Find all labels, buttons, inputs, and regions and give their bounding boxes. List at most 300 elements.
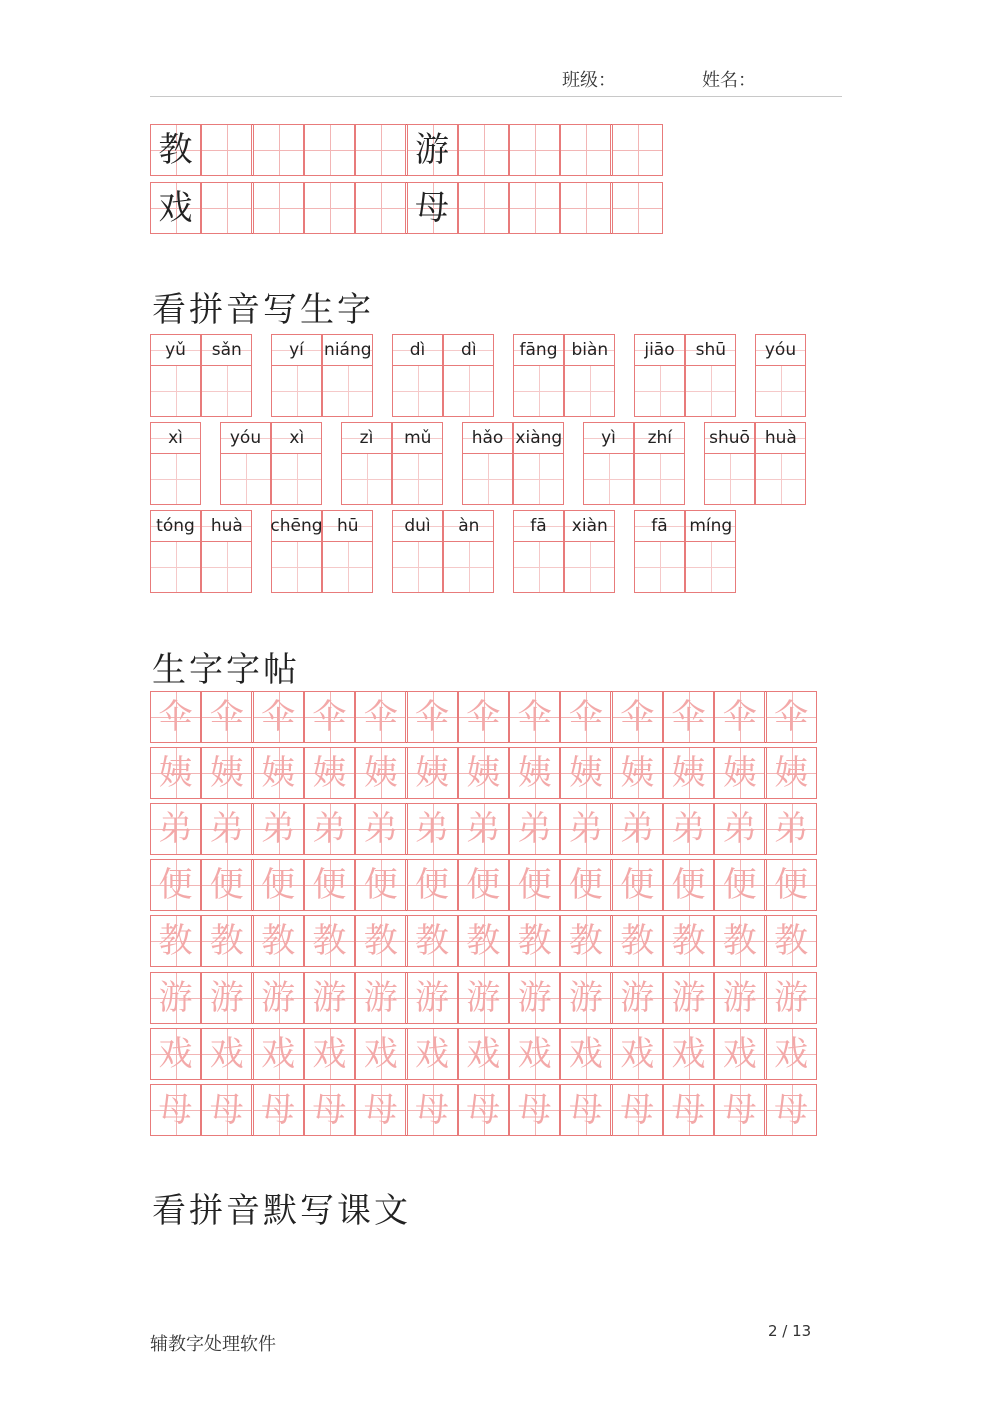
trace-character: 教 (261, 921, 296, 962)
copybook-cell (201, 691, 252, 743)
review-cell (560, 182, 611, 234)
trace-character: 母 (261, 1089, 296, 1130)
copybook-cell (304, 747, 355, 799)
writing-cell[interactable] (220, 453, 271, 505)
copybook-cell (355, 747, 406, 799)
copybook-cell (509, 915, 560, 967)
copybook-cell (355, 972, 406, 1024)
copybook-cell (560, 1084, 611, 1136)
pinyin-label: duì (392, 510, 443, 541)
copybook-cell (714, 691, 765, 743)
writing-cell[interactable] (392, 365, 443, 417)
trace-character: 弟 (517, 809, 552, 850)
review-cell (407, 182, 458, 234)
copybook-cell (509, 859, 560, 911)
copybook-cell (663, 1028, 714, 1080)
review-cell (509, 182, 560, 234)
pinyin-label: dì (392, 334, 443, 365)
copybook-cell (253, 859, 304, 911)
writing-cell[interactable] (271, 365, 322, 417)
trace-character: 伞 (415, 697, 449, 737)
trace-character: 弟 (363, 809, 398, 850)
pinyin-label: sǎn (201, 334, 252, 365)
trace-character: 戏 (209, 1033, 244, 1074)
copybook-cell (150, 747, 201, 799)
copybook-cell (150, 1084, 201, 1136)
writing-cell[interactable] (755, 453, 806, 505)
trace-character: 姨 (620, 753, 655, 794)
trace-character: 戏 (466, 1033, 501, 1074)
copybook-cell (458, 972, 509, 1024)
trace-character: 姨 (209, 753, 244, 794)
copybook-cell (407, 691, 458, 743)
copybook-cell (560, 747, 611, 799)
trace-character: 伞 (568, 697, 603, 737)
copybook-cell (663, 1084, 714, 1136)
copybook-cell (253, 691, 304, 743)
copybook-cell (304, 1084, 355, 1136)
trace-character: 母 (620, 1089, 655, 1130)
copybook-cell (355, 1084, 406, 1136)
review-character: 母 (415, 188, 449, 228)
trace-character: 教 (363, 921, 398, 962)
copybook-cell (612, 859, 663, 911)
trace-character: 姨 (517, 753, 552, 794)
review-cell (458, 124, 509, 176)
trace-character: 戏 (363, 1033, 398, 1074)
copybook-cell (663, 747, 714, 799)
trace-character: 伞 (774, 697, 809, 737)
trace-character: 教 (722, 921, 757, 962)
review-cell (253, 182, 304, 234)
writing-cell[interactable] (685, 365, 736, 417)
copybook-cell (509, 1084, 560, 1136)
trace-character: 游 (671, 977, 706, 1018)
copybook-cell (253, 1028, 304, 1080)
pinyin-label: huà (201, 510, 252, 541)
pinyin-label: xì (271, 422, 322, 453)
review-character: 戏 (158, 188, 193, 228)
trace-character: 便 (415, 865, 449, 906)
trace-character: 游 (774, 977, 809, 1018)
trace-character: 教 (620, 921, 655, 962)
writing-cell[interactable] (443, 541, 494, 593)
pinyin-label: yóu (755, 334, 806, 365)
copybook-cell (612, 1028, 663, 1080)
trace-character: 便 (158, 865, 193, 906)
trace-character: 游 (722, 977, 757, 1018)
trace-character: 姨 (671, 753, 706, 794)
trace-character: 便 (620, 865, 655, 906)
pinyin-label: jiāo (634, 334, 685, 365)
copybook-cell (560, 803, 611, 855)
trace-character: 游 (209, 977, 244, 1018)
trace-character: 游 (363, 977, 398, 1018)
copybook-cell (407, 915, 458, 967)
trace-character: 便 (722, 865, 757, 906)
pinyin-label: shū (685, 334, 736, 365)
trace-character: 教 (312, 921, 347, 962)
pinyin-label: huà (755, 422, 806, 453)
copybook-cell (253, 915, 304, 967)
trace-character: 弟 (774, 809, 809, 850)
pinyin-label: hū (322, 510, 373, 541)
review-cell (407, 124, 458, 176)
pinyin-label: mǔ (392, 422, 443, 453)
trace-character: 母 (722, 1089, 757, 1130)
trace-character: 姨 (363, 753, 398, 794)
trace-character: 教 (517, 921, 552, 962)
copybook-cell (714, 972, 765, 1024)
copybook-cell (201, 1084, 252, 1136)
writing-cell[interactable] (392, 453, 443, 505)
pinyin-label: yǔ (150, 334, 201, 365)
review-cell (201, 182, 252, 234)
copybook-cell (458, 691, 509, 743)
name-label: 姓名： (702, 70, 756, 91)
review-cell (304, 182, 355, 234)
copybook-cell (201, 915, 252, 967)
trace-character: 母 (568, 1089, 603, 1130)
writing-cell[interactable] (392, 541, 443, 593)
copybook-cell (509, 691, 560, 743)
pinyin-label: biàn (564, 334, 615, 365)
review-cell (304, 124, 355, 176)
copybook-cell (612, 691, 663, 743)
writing-cell[interactable] (755, 365, 806, 417)
copybook-cell (766, 859, 817, 911)
trace-character: 游 (261, 977, 296, 1018)
copybook-cell (766, 747, 817, 799)
copybook-cell (509, 747, 560, 799)
trace-character: 母 (363, 1089, 398, 1130)
writing-cell[interactable] (564, 365, 615, 417)
trace-character: 姨 (261, 753, 296, 794)
pinyin-label: yí (271, 334, 322, 365)
trace-character: 姨 (312, 753, 347, 794)
copybook-cell (612, 803, 663, 855)
copybook-cell (663, 691, 714, 743)
trace-character: 弟 (671, 809, 706, 850)
trace-character: 姨 (722, 753, 757, 794)
copybook-cell (150, 803, 201, 855)
writing-cell[interactable] (443, 365, 494, 417)
copybook-cell (201, 803, 252, 855)
writing-cell[interactable] (513, 541, 564, 593)
copybook-cell (766, 691, 817, 743)
pinyin-label: yì (583, 422, 634, 453)
copybook-cell (407, 972, 458, 1024)
review-cell (612, 182, 663, 234)
copybook-cell (509, 972, 560, 1024)
writing-cell[interactable] (513, 453, 564, 505)
trace-character: 教 (568, 921, 603, 962)
trace-character: 便 (261, 865, 296, 906)
copybook-cell (355, 1028, 406, 1080)
copybook-cell (304, 691, 355, 743)
trace-character: 戏 (261, 1033, 296, 1074)
copybook-cell (355, 859, 406, 911)
copybook-cell (253, 803, 304, 855)
trace-character: 便 (466, 865, 501, 906)
writing-cell[interactable] (564, 541, 615, 593)
trace-character: 姨 (568, 753, 603, 794)
writing-cell[interactable] (150, 365, 201, 417)
trace-character: 便 (363, 865, 398, 906)
trace-character: 戏 (620, 1033, 655, 1074)
trace-character: 伞 (620, 697, 655, 737)
trace-character: 姨 (158, 753, 193, 794)
trace-character: 弟 (261, 809, 296, 850)
trace-character: 姨 (466, 753, 501, 794)
copybook-cell (201, 1028, 252, 1080)
trace-character: 教 (774, 921, 809, 962)
copybook-cell (766, 1084, 817, 1136)
writing-cell[interactable] (201, 365, 252, 417)
trace-character: 便 (312, 865, 347, 906)
copybook-cell (766, 803, 817, 855)
copybook-cell (304, 915, 355, 967)
writing-cell[interactable] (271, 541, 322, 593)
trace-character: 伞 (517, 697, 552, 737)
trace-character: 游 (415, 977, 449, 1018)
trace-character: 便 (671, 865, 706, 906)
trace-character: 弟 (466, 809, 501, 850)
copybook-cell (304, 803, 355, 855)
trace-character: 教 (671, 921, 706, 962)
copybook-cell (304, 1028, 355, 1080)
copybook-cell (458, 915, 509, 967)
trace-character: 游 (466, 977, 501, 1018)
copybook-cell (560, 1028, 611, 1080)
class-label: 班级： (562, 70, 616, 91)
writing-cell[interactable] (634, 365, 685, 417)
trace-character: 弟 (158, 809, 193, 850)
trace-character: 戏 (415, 1033, 449, 1074)
copybook-cell (150, 691, 201, 743)
copybook-cell (766, 1028, 817, 1080)
trace-character: 便 (568, 865, 603, 906)
review-cell (253, 124, 304, 176)
copybook-cell (407, 1028, 458, 1080)
writing-cell[interactable] (201, 541, 252, 593)
pinyin-label: xiàng (513, 422, 564, 453)
copybook-cell (355, 803, 406, 855)
writing-cell[interactable] (513, 365, 564, 417)
copybook-cell (407, 747, 458, 799)
copybook-cell (663, 972, 714, 1024)
writing-cell[interactable] (150, 541, 201, 593)
copybook-cell (355, 691, 406, 743)
copybook-cell (509, 1028, 560, 1080)
trace-character: 弟 (620, 809, 655, 850)
copybook-cell (663, 915, 714, 967)
copybook-cell (714, 1028, 765, 1080)
trace-character: 教 (158, 921, 193, 962)
pinyin-label: míng (685, 510, 736, 541)
copybook-cell (714, 915, 765, 967)
trace-character: 教 (466, 921, 501, 962)
pinyin-label: zì (341, 422, 392, 453)
copybook-cell (766, 915, 817, 967)
pinyin-label: xiàn (564, 510, 615, 541)
writing-cell[interactable] (150, 453, 201, 505)
trace-character: 姨 (415, 753, 449, 794)
pinyin-label: àn (443, 510, 494, 541)
pinyin-label: chēng (271, 510, 322, 541)
copybook-cell (407, 803, 458, 855)
copybook-cell (458, 803, 509, 855)
copybook-cell (150, 915, 201, 967)
pinyin-label: xì (150, 422, 201, 453)
trace-character: 游 (517, 977, 552, 1018)
header-divider (150, 96, 842, 97)
writing-cell[interactable] (271, 453, 322, 505)
trace-character: 弟 (209, 809, 244, 850)
review-cell (560, 124, 611, 176)
copybook-cell (560, 915, 611, 967)
copybook-cell (458, 1028, 509, 1080)
pinyin-label: fā (634, 510, 685, 541)
trace-character: 戏 (568, 1033, 603, 1074)
copybook-cell (458, 1084, 509, 1136)
writing-cell[interactable] (322, 541, 373, 593)
copybook-cell (458, 747, 509, 799)
copybook-cell (150, 1028, 201, 1080)
review-cell (458, 182, 509, 234)
writing-cell[interactable] (634, 453, 685, 505)
trace-character: 伞 (722, 697, 757, 737)
trace-character: 母 (209, 1089, 244, 1130)
dictation-section-title: 看拼音默写课文 (152, 1191, 411, 1231)
trace-character: 伞 (363, 697, 398, 737)
copybook-cell (150, 859, 201, 911)
pinyin-label: fāng (513, 334, 564, 365)
writing-cell[interactable] (704, 453, 755, 505)
copybook-cell (612, 915, 663, 967)
copybook-cell (304, 859, 355, 911)
copybook-cell (150, 972, 201, 1024)
copybook-cell (253, 747, 304, 799)
trace-character: 母 (312, 1089, 347, 1130)
trace-character: 母 (517, 1089, 552, 1130)
trace-character: 戏 (517, 1033, 552, 1074)
trace-character: 教 (415, 921, 449, 962)
pinyin-label: niáng (322, 334, 373, 365)
pinyin-label: yóu (220, 422, 271, 453)
copybook-cell (612, 747, 663, 799)
trace-character: 伞 (261, 697, 296, 737)
review-cell (150, 182, 201, 234)
trace-character: 便 (517, 865, 552, 906)
copybook-cell (714, 803, 765, 855)
copybook-cell (253, 1084, 304, 1136)
trace-character: 便 (774, 865, 809, 906)
trace-character: 游 (158, 977, 193, 1018)
pinyin-label: zhí (634, 422, 685, 453)
pinyin-label: tóng (150, 510, 201, 541)
copybook-cell (612, 972, 663, 1024)
trace-character: 游 (312, 977, 347, 1018)
copybook-cell (560, 859, 611, 911)
copybook-cell (201, 747, 252, 799)
trace-character: 姨 (774, 753, 809, 794)
review-cell (509, 124, 560, 176)
trace-character: 伞 (158, 697, 193, 737)
trace-character: 游 (568, 977, 603, 1018)
trace-character: 戏 (158, 1033, 193, 1074)
page-number: 2 / 13 (768, 1322, 812, 1340)
trace-character: 伞 (209, 697, 244, 737)
pinyin-label: hǎo (462, 422, 513, 453)
copybook-cell (201, 859, 252, 911)
trace-character: 戏 (774, 1033, 809, 1074)
copybook-cell (458, 859, 509, 911)
trace-character: 伞 (466, 697, 501, 737)
trace-character: 母 (158, 1089, 193, 1130)
copybook-cell (714, 1084, 765, 1136)
copybook-cell (560, 972, 611, 1024)
trace-character: 弟 (312, 809, 347, 850)
pinyin-label: dì (443, 334, 494, 365)
writing-cell[interactable] (583, 453, 634, 505)
writing-cell[interactable] (462, 453, 513, 505)
trace-character: 戏 (722, 1033, 757, 1074)
trace-character: 母 (415, 1089, 449, 1130)
copybook-cell (407, 1084, 458, 1136)
review-cell (201, 124, 252, 176)
copybook-cell (355, 915, 406, 967)
copybook-cell (407, 859, 458, 911)
copybook-cell (560, 691, 611, 743)
trace-character: 母 (466, 1089, 501, 1130)
trace-character: 母 (774, 1089, 809, 1130)
copybook-cell (766, 972, 817, 1024)
trace-character: 伞 (312, 697, 347, 737)
pinyin-section-title: 看拼音写生字 (152, 290, 374, 330)
writing-cell[interactable] (685, 541, 736, 593)
copybook-cell (304, 972, 355, 1024)
review-cell (355, 124, 406, 176)
copybook-cell (612, 1084, 663, 1136)
writing-cell[interactable] (634, 541, 685, 593)
review-cell (355, 182, 406, 234)
copybook-cell (663, 859, 714, 911)
trace-character: 弟 (568, 809, 603, 850)
pinyin-label: shuō (704, 422, 755, 453)
copybook-cell (663, 803, 714, 855)
trace-character: 戏 (312, 1033, 347, 1074)
copybook-cell (714, 859, 765, 911)
footer-software-name: 辅教字处理软件 (150, 1334, 276, 1355)
trace-character: 戏 (671, 1033, 706, 1074)
trace-character: 教 (209, 921, 244, 962)
trace-character: 弟 (722, 809, 757, 850)
writing-cell[interactable] (341, 453, 392, 505)
review-cell (612, 124, 663, 176)
review-character: 教 (158, 130, 193, 170)
writing-cell[interactable] (322, 365, 373, 417)
trace-character: 伞 (671, 697, 706, 737)
copybook-cell (201, 972, 252, 1024)
review-cell (150, 124, 201, 176)
copybook-cell (509, 803, 560, 855)
copybook-cell (714, 747, 765, 799)
trace-character: 母 (671, 1089, 706, 1130)
copybook-section-title: 生字字帖 (152, 650, 300, 690)
trace-character: 便 (209, 865, 244, 906)
copybook-cell (253, 972, 304, 1024)
